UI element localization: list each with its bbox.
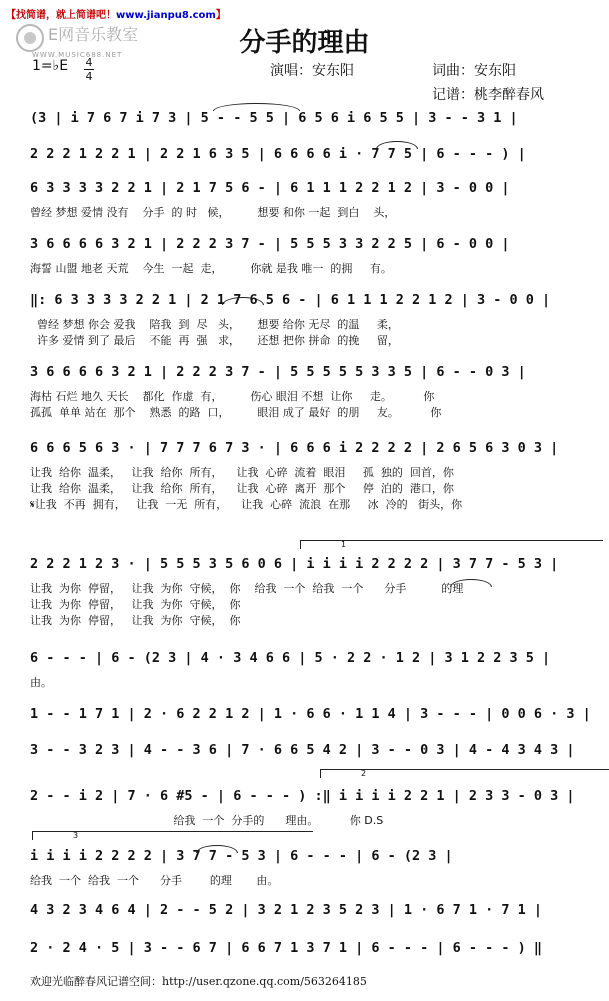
time-signature: 4 4 bbox=[85, 56, 93, 83]
site-banner: 【找简谱，就上简谱吧！www.jianpu8.com】 bbox=[6, 10, 226, 21]
lyric-line: 曾经 梦想 爱情 没有 分手 的 时 候， 想要 和你 一起 到白 头， bbox=[30, 206, 396, 219]
song-title: 分手的理由 bbox=[239, 28, 370, 58]
volta-1: 1 bbox=[300, 540, 603, 549]
lyric-line: 由。 bbox=[30, 676, 52, 689]
volta-2: 2 bbox=[320, 769, 609, 778]
composer: 词曲：安东阳 bbox=[432, 63, 516, 79]
volta-3: 3 bbox=[32, 831, 313, 840]
watermark-name: E网音乐教室 bbox=[48, 25, 139, 44]
music-row: 6 6 6 5 6 3 · | 7 7 7 6 7 3 · | 6 6 6 i 2 2 2 2 | 2 6 5 6 3 0 3 | bbox=[30, 440, 559, 456]
music-row: 2 2 2 1 2 3 · | 5 5 5 3 5 6 0 6 | i i i i 2 2 2 2 | 3 7 7 - 5 3 | bbox=[30, 556, 559, 572]
lyric-line: 海誓 山盟 地老 天荒 今生 一起 走， 你就 是我 唯一 的拥 有。 bbox=[30, 262, 392, 275]
music-row: (3 | i 7 6 7 i 7 3 | 5 - - 5 5 | 6 5 6 i 6 5 5 | 3 - - 3 1 | bbox=[30, 110, 518, 126]
music-row: 3 - - 3 2 3 | 4 - - 3 6 | 7 · 6 6 5 4 2 | 3 - - 0 3 | 4 - 4 3 4 3 | bbox=[30, 742, 575, 758]
lyric-line: 让我 为你 停留， 让我 为你 守候， 你 给我 一个 给我 一个 分手 的理 bbox=[30, 582, 464, 595]
music-row: i i i i 2 2 2 2 | 3 7 7 - 5 3 | 6 - - - | 6 - (2 3 | bbox=[30, 848, 453, 864]
music-row: 2 2 2 1 2 2 1 | 2 2 1 6 3 5 | 6 6 6 6 i · 7 7 5 | 6 - - - ) | bbox=[30, 146, 526, 162]
music-row: ‖: 6 3 3 3 3 2 2 1 | 2 1 7 6 5 6 - | 6 1 1 1 2 2 1 2 | 3 - 0 0 | bbox=[30, 292, 551, 308]
watermark-url: WWW.MUSIC688.NET bbox=[32, 51, 123, 59]
music-row: 1 - - 1 7 1 | 2 · 6 2 2 1 2 | 1 · 6 6 · 1 1 4 | 3 - - - | 0 0 6 · 3 | bbox=[30, 706, 591, 722]
lyric-line: 曾经 梦想 你会 爱我 陪我 到 尽 头， 想要 给你 无尽 的温 柔， bbox=[30, 318, 399, 331]
slur bbox=[450, 579, 492, 587]
lyric-line: 让我 为你 停留， 让我 为你 守候， 你 bbox=[30, 614, 241, 627]
lyric-line: 让我 给你 温柔， 让我 给你 所有， 让我 心碎 离开 那个 停 泊的 港口，你 bbox=[30, 482, 454, 495]
music-row: 4 3 2 3 4 6 4 | 2 - - 5 2 | 3 2 1 2 3 5 2 3 | 1 · 6 7 1 · 7 1 | bbox=[30, 902, 543, 918]
footer-note: 欢迎光临醉春风记谱空间：http://user.qzone.qq.com/563264185 bbox=[30, 975, 367, 988]
music-row: 3 6 6 6 6 3 2 1 | 2 2 2 3 7 - | 5 5 5 3 3 2 2 5 | 6 - 0 0 | bbox=[30, 236, 510, 252]
music-row: 6 3 3 3 3 2 2 1 | 2 1 7 5 6 - | 6 1 1 1 2 2 1 2 | 3 - 0 0 | bbox=[30, 180, 510, 196]
slur bbox=[213, 103, 300, 111]
key-signature: 1=♭E bbox=[32, 58, 69, 74]
slur bbox=[196, 845, 238, 853]
banner-url[interactable]: www.jianpu8.com bbox=[116, 10, 216, 21]
lyric-line: 给我 一个 分手的 理由。 你 D.S bbox=[30, 814, 384, 827]
music-row: 2 · 2 4 · 5 | 3 - - 6 7 | 6 6 7 1 3 7 1 | 6 - - - | 6 - - - ) ‖ bbox=[30, 940, 543, 956]
lyric-line: 许多 爱情 到了 最后 不能 再 强 求， 还想 把你 拼命 的挽 留， bbox=[30, 334, 399, 347]
music-row: 3 6 6 6 6 3 2 1 | 2 2 2 3 7 - | 5 5 5 5 5 3 3 5 | 6 - - 0 3 | bbox=[30, 364, 526, 380]
lyric-line: 给我 一个 给我 一个 分手 的理 由。 bbox=[30, 874, 279, 887]
lyric-line: 孤孤 单单 站在 那个 熟悉 的路 口， 眼泪 成了 最好 的朋 友。 你 bbox=[30, 406, 442, 419]
lyric-line: 𝄋让我 不再 拥有， 让我 一无 所有， 让我 心碎 流浪 在那 冰 冷的 街头，你 bbox=[30, 498, 463, 511]
lyric-line: 让我 为你 停留， 让我 为你 守候， 你 bbox=[30, 598, 241, 611]
transcriber: 记谱：桃李醉春风 bbox=[432, 87, 544, 103]
lyric-line: 让我 给你 温柔， 让我 给你 所有， 让我 心碎 流着 眼泪 孤 独的 回首，你 bbox=[30, 466, 454, 479]
music-row: 2 - - i 2 | 7 · 6 #5 - | 6 - - - ) :‖ i i i i 2 2 1 | 2 3 3 - 0 3 | bbox=[30, 788, 575, 804]
lyric-line: 海枯 石烂 地久 天长 都化 作虚 有， 伤心 眼泪 不想 让你 走。 你 bbox=[30, 390, 435, 403]
music-row: 6 - - - | 6 - (2 3 | 4 · 3 4 6 6 | 5 · 2 2 · 1 2 | 3 1 2 2 3 5 | bbox=[30, 650, 551, 666]
singer: 演唱：安东阳 bbox=[270, 63, 354, 79]
slur bbox=[376, 141, 418, 149]
